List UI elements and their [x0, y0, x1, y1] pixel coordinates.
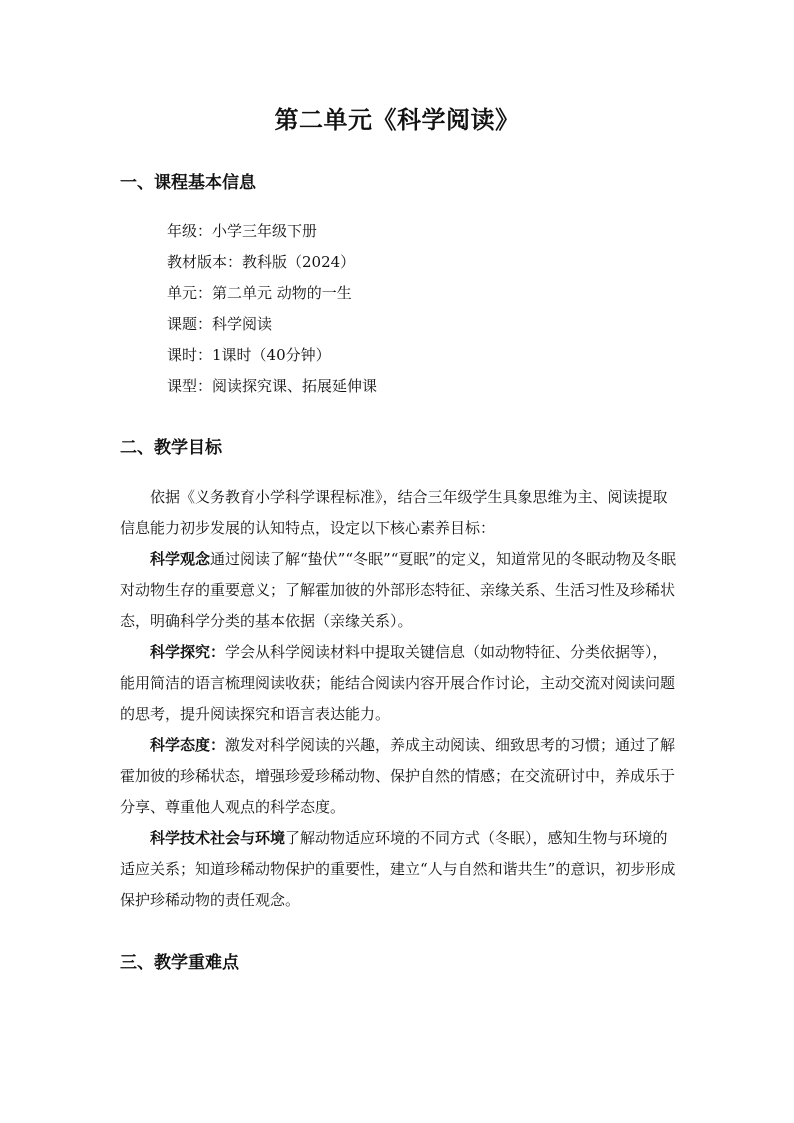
section-heading-teaching-goals: 二、教学目标 — [120, 438, 222, 458]
goal-label: 科学态度： — [150, 736, 226, 754]
info-lesson-type: 课型：阅读探究课、拓展延伸课 — [167, 377, 378, 395]
section-heading-basic-info: 一、课程基本信息 — [120, 173, 256, 193]
goal-text: 激发对科学阅读的兴趣，养成主动阅读、细致思考的习惯；通过了解霍加彼的珍稀状态，增强珍爱珍稀动物、保护自然的情感；在交流研讨中，养成乐于分享、尊重他人观点的科学态度。 — [120, 736, 676, 816]
goal-science-attitude — [120, 730, 682, 823]
info-topic: 课题：科学阅读 — [167, 315, 273, 333]
goal-label: 科学观念 — [150, 550, 211, 568]
goal-science-concept — [120, 544, 682, 637]
goal-text: 通过阅读了解“蛰伏”“冬眠”“夏眠”的定义，知道常见的冬眠动物及冬眠对动物生存的重要意义；了解霍加彼的外部形态特征、亲缘关系、生活习性及珍稀状态，明确科学分类的基本依据（亲缘关系）。 — [120, 550, 677, 630]
info-textbook-version: 教材版本：教科版（2024） — [167, 253, 356, 271]
info-grade: 年级：小学三年级下册 — [167, 222, 318, 240]
goal-label: 科学探究： — [150, 643, 226, 661]
teaching-goals-body — [120, 482, 682, 916]
goal-science-inquiry — [120, 637, 682, 730]
goals-intro: 依据《义务教育小学科学课程标准》，结合三年级学生具象思维为主、阅读提取信息能力初步发展的认知特点，设定以下核心素养目标： — [120, 488, 668, 537]
goal-text: 学会从科学阅读材料中提取关键信息（如动物特征、分类依据等），能用简洁的语言梳理阅读收获；能结合阅读内容开展合作讨论，主动交流对阅读问题的思考，提升阅读探究和语言表达能力。 — [120, 643, 676, 723]
goal-label: 科学技术社会与环境 — [150, 829, 286, 847]
section-heading-key-difficulties: 三、教学重难点 — [120, 953, 239, 973]
goal-text: 了解动物适应环境的不同方式（冬眠），感知生物与环境的适应关系；知道珍稀动物保护的重要性，建立“人与自然和谐共生”的意识，初步形成保护珍稀动物的责任观念。 — [120, 829, 676, 909]
document-title: 第二单元《科学阅读》 — [274, 105, 520, 134]
goal-sts-environment — [120, 823, 682, 916]
course-info-list — [167, 216, 377, 402]
info-class-hours: 课时：1课时（40分钟） — [167, 346, 331, 364]
info-unit: 单元：第二单元 动物的一生 — [167, 284, 352, 302]
